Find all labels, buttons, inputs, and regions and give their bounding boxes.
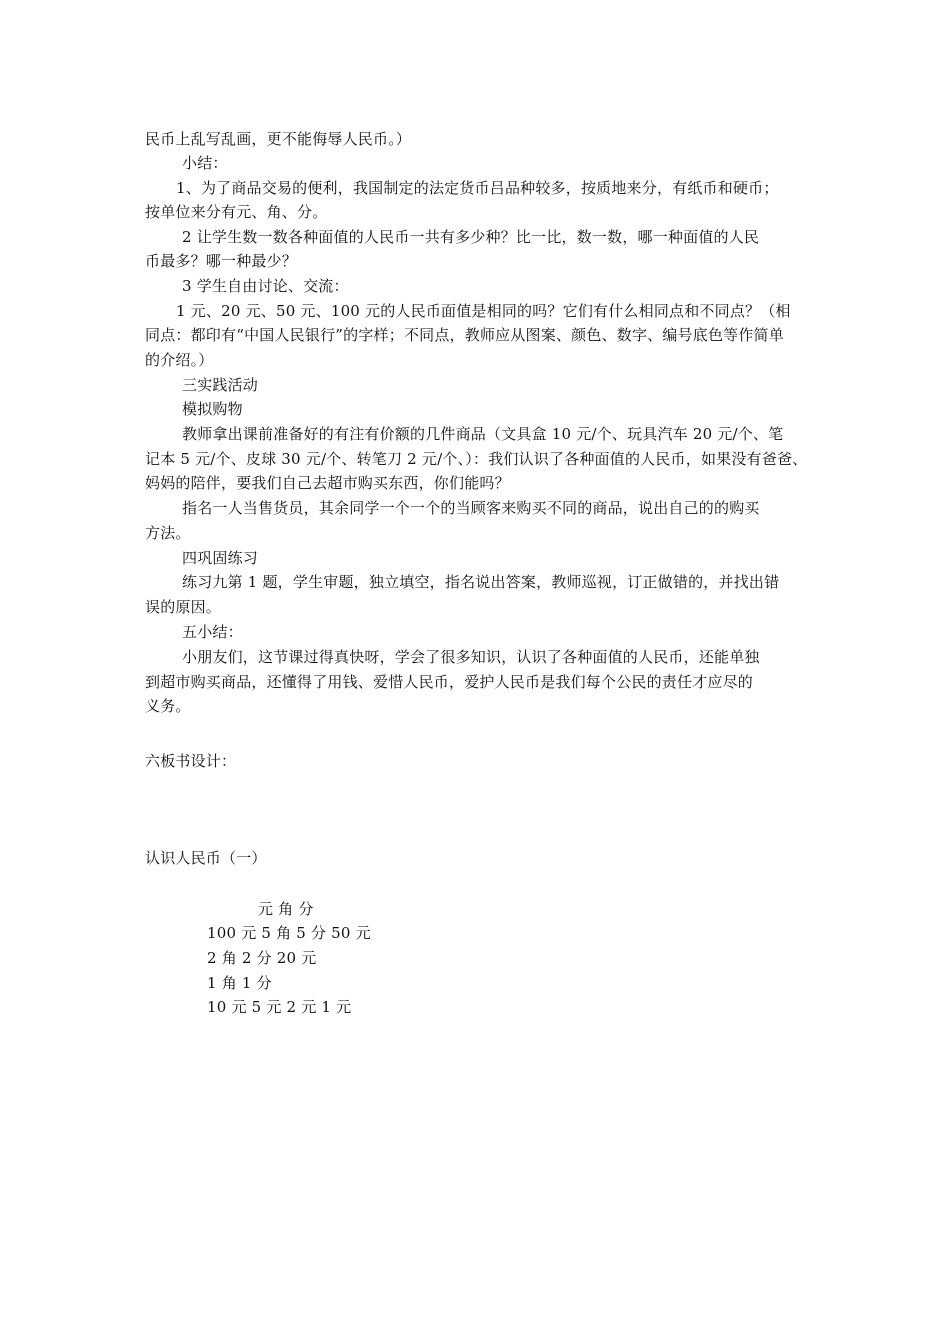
paragraph-line: 误的原因。	[145, 598, 222, 616]
paragraph-line: 民币上乱写乱画，更不能侮辱人民币。）	[145, 130, 412, 148]
paragraph-line: 义务。	[145, 697, 191, 715]
paragraph-line: 币最多？哪一种最少？	[145, 252, 298, 270]
paragraph-line: 记本 5 元/个、皮球 30 元/个、转笔刀 2 元/个、）：我们认识了各种面值的人民币，如果没有爸爸、	[145, 450, 808, 468]
paragraph-line: 练习九第 1 题，学生审题，独立填空，指名说出答案，教师巡视，订正做错的，并找出错	[182, 573, 780, 591]
paragraph-line: 妈妈的陪伴，要我们自己去超市购买东西，你们能吗？	[145, 474, 510, 492]
paragraph-line: 方法。	[145, 524, 191, 542]
paragraph-line: 按单位来分有元、角、分。	[145, 203, 328, 221]
board-row: 100 元 5 角 5 分 50 元	[207, 924, 371, 942]
board-design-heading: 六板书设计：	[145, 752, 237, 770]
section-heading: 四巩固练习	[182, 549, 259, 567]
paragraph-line: 1 元、20 元、50 元、100 元的人民币面值是相同的吗？它们有什么相同点和不同点？（相	[176, 302, 791, 320]
section-heading: 小结：	[182, 154, 228, 172]
paragraph-line: 同点：都印有“中国人民银行”的字样；不同点，教师应从图案、颜色、数字、编号底色等作简单	[145, 326, 784, 344]
paragraph-line: 2 让学生数一数各种面值的人民币一共有多少种？比一比，数一数，哪一种面值的人民	[182, 228, 760, 246]
board-row: 2 角 2 分 20 元	[207, 949, 317, 967]
paragraph-line: 指名一人当售货员，其余同学一个一个的当顾客来购买不同的商品，说出自己的的购买	[182, 499, 760, 517]
section-heading: 三实践活动	[182, 376, 259, 394]
board-title: 认识人民币（一）	[145, 849, 267, 867]
paragraph-line: 1、为了商品交易的便利，我国制定的法定货币吕品种较多，按质地来分，有纸币和硬币；	[176, 179, 779, 197]
board-row: 1 角 1 分	[207, 974, 272, 992]
paragraph-line: 的介绍。）	[145, 351, 214, 369]
board-row: 10 元 5 元 2 元 1 元	[207, 998, 352, 1016]
section-heading: 模拟购物	[182, 400, 243, 418]
paragraph-line: 教师拿出课前准备好的有注有价额的几件商品（文具盒 10 元/个、玩具汽车 20 元/个、笔	[182, 425, 784, 443]
board-units: 元 角 分	[258, 900, 314, 918]
paragraph-line: 小朋友们，这节课过得真快呀，学会了很多知识，认识了各种面值的人民币，还能单独	[182, 648, 760, 666]
section-heading: 五小结：	[182, 623, 243, 641]
paragraph-line: 到超市购买商品，还懂得了用钱、爱惜人民币，爱护人民币是我们每个公民的责任才应尽的	[145, 673, 754, 691]
paragraph-line: 3 学生自由讨论、交流：	[182, 277, 349, 295]
